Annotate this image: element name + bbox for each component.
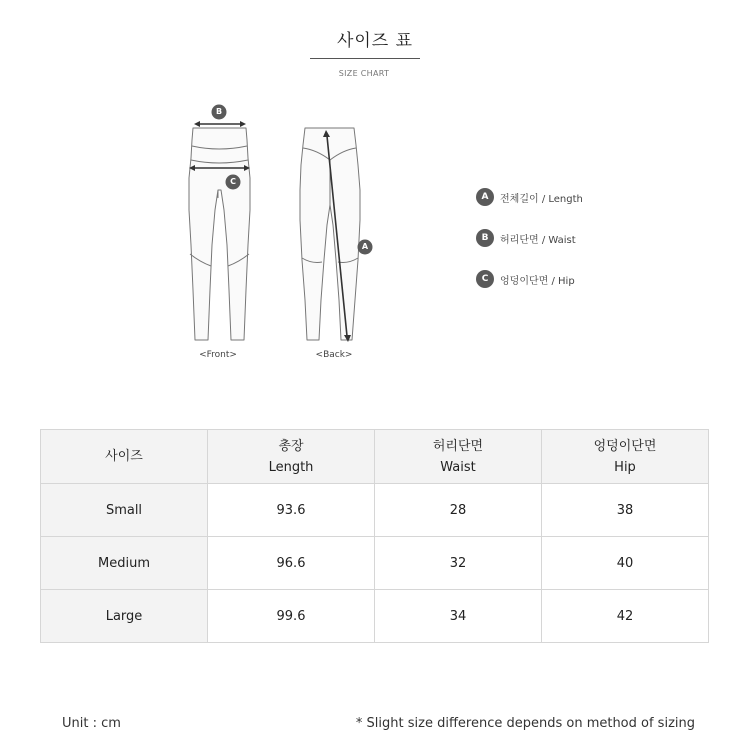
cell-hip: 42 — [542, 590, 709, 643]
legend-item-hip — [476, 269, 575, 289]
cell-size: Large — [41, 590, 208, 643]
header-hip-en: Hip — [614, 459, 636, 475]
cell-hip: 40 — [542, 537, 709, 590]
size-table — [40, 429, 709, 643]
badge-b-icon: B — [476, 229, 494, 247]
table-header-row — [41, 430, 709, 484]
badge-c-icon: C — [476, 270, 494, 288]
header-hip-ko: 엉덩이단면 — [593, 438, 657, 454]
cell-hip: 38 — [542, 484, 709, 537]
cell-length: 93.6 — [208, 484, 375, 537]
cell-waist: 28 — [375, 484, 542, 537]
header-waist — [375, 430, 542, 484]
page-title: 사이즈 표 — [336, 31, 414, 51]
marker-c-label: C — [230, 177, 236, 186]
unit-note: Unit : cm — [62, 716, 121, 731]
badge-a-icon: A — [476, 188, 494, 206]
marker-b-label: B — [215, 107, 223, 116]
cell-waist: 34 — [375, 590, 542, 643]
header-size-ko: 사이즈 — [105, 449, 143, 464]
cell-size: Small — [41, 484, 208, 537]
legend-text-waist: 허리단면 / Waist — [500, 234, 576, 246]
header-size — [41, 430, 208, 484]
back-view-label: <Back> — [315, 350, 353, 360]
header-length — [208, 430, 375, 484]
cell-length: 96.6 — [208, 537, 375, 590]
legend-text-length: 전체길이 / Length — [500, 193, 583, 205]
cell-size: Medium — [41, 537, 208, 590]
legend-text-hip: 엉덩이단면 / Hip — [500, 275, 575, 287]
front-view-label: <Front> — [199, 350, 237, 360]
header-length-ko: 총장 — [278, 438, 304, 454]
table-row — [41, 537, 709, 590]
header-waist-en: Waist — [440, 459, 476, 475]
legend-item-length — [476, 187, 583, 207]
marker-a-label: A — [361, 242, 369, 251]
page-subtitle: SIZE CHART — [338, 69, 390, 78]
cell-waist: 32 — [375, 537, 542, 590]
header-length-en: Length — [268, 459, 314, 475]
cell-length: 99.6 — [208, 590, 375, 643]
header-waist-ko: 허리단면 — [432, 438, 484, 454]
table-row — [41, 590, 709, 643]
sizing-disclaimer: * Slight size difference depends on method of sizing — [355, 716, 695, 731]
header-hip — [542, 430, 709, 484]
legend-item-waist — [476, 228, 576, 248]
table-row — [41, 484, 709, 537]
front-leggings-drawing — [189, 128, 250, 340]
